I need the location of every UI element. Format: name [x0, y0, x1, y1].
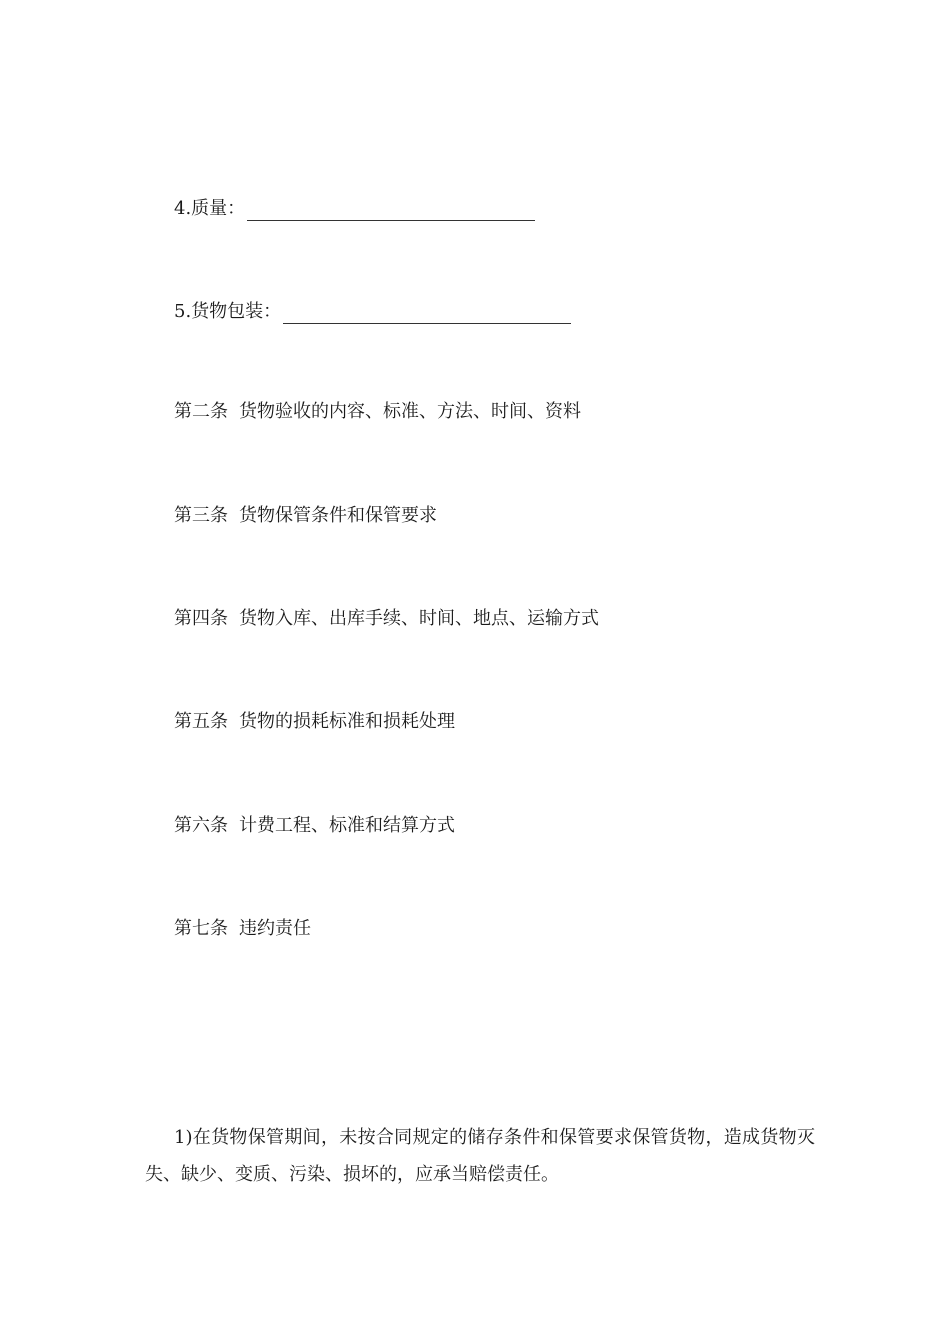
quality-field-label: 4.质量：	[174, 198, 246, 219]
article-3	[174, 504, 437, 528]
article-6-number: 第六条	[174, 815, 228, 836]
article-7-text: 违约责任	[239, 918, 311, 939]
article-4	[174, 607, 599, 631]
article-6	[174, 814, 455, 838]
article-4-text: 货物入库、出库手续、时间、地点、运输方式	[239, 608, 599, 629]
quality-field-blank[interactable]	[247, 202, 535, 221]
packaging-field-blank[interactable]	[283, 305, 571, 324]
packaging-field-label: 5.货物包装：	[174, 301, 282, 322]
quality-field	[174, 197, 535, 221]
article-3-text: 货物保管条件和保管要求	[239, 505, 437, 526]
article-5	[174, 710, 455, 734]
article-6-text: 计费工程、标准和结算方式	[239, 815, 455, 836]
article-3-number: 第三条	[174, 505, 228, 526]
article-5-number: 第五条	[174, 711, 228, 732]
article-2-text: 货物验收的内容、标准、方法、时间、资料	[239, 401, 581, 422]
packaging-field	[174, 300, 571, 324]
article-7	[174, 917, 311, 941]
article-5-text: 货物的损耗标准和损耗处理	[239, 711, 455, 732]
article-2	[174, 400, 581, 424]
article-4-number: 第四条	[174, 608, 228, 629]
article-7-number: 第七条	[174, 918, 228, 939]
article-2-number: 第二条	[174, 401, 228, 422]
clause-1-paragraph: 1)在货物保管期间，未按合同规定的储存条件和保管要求保管货物，造成货物灭失、缺少、变质、污染、损坏的，应承当赔偿责任。	[145, 1127, 815, 1185]
